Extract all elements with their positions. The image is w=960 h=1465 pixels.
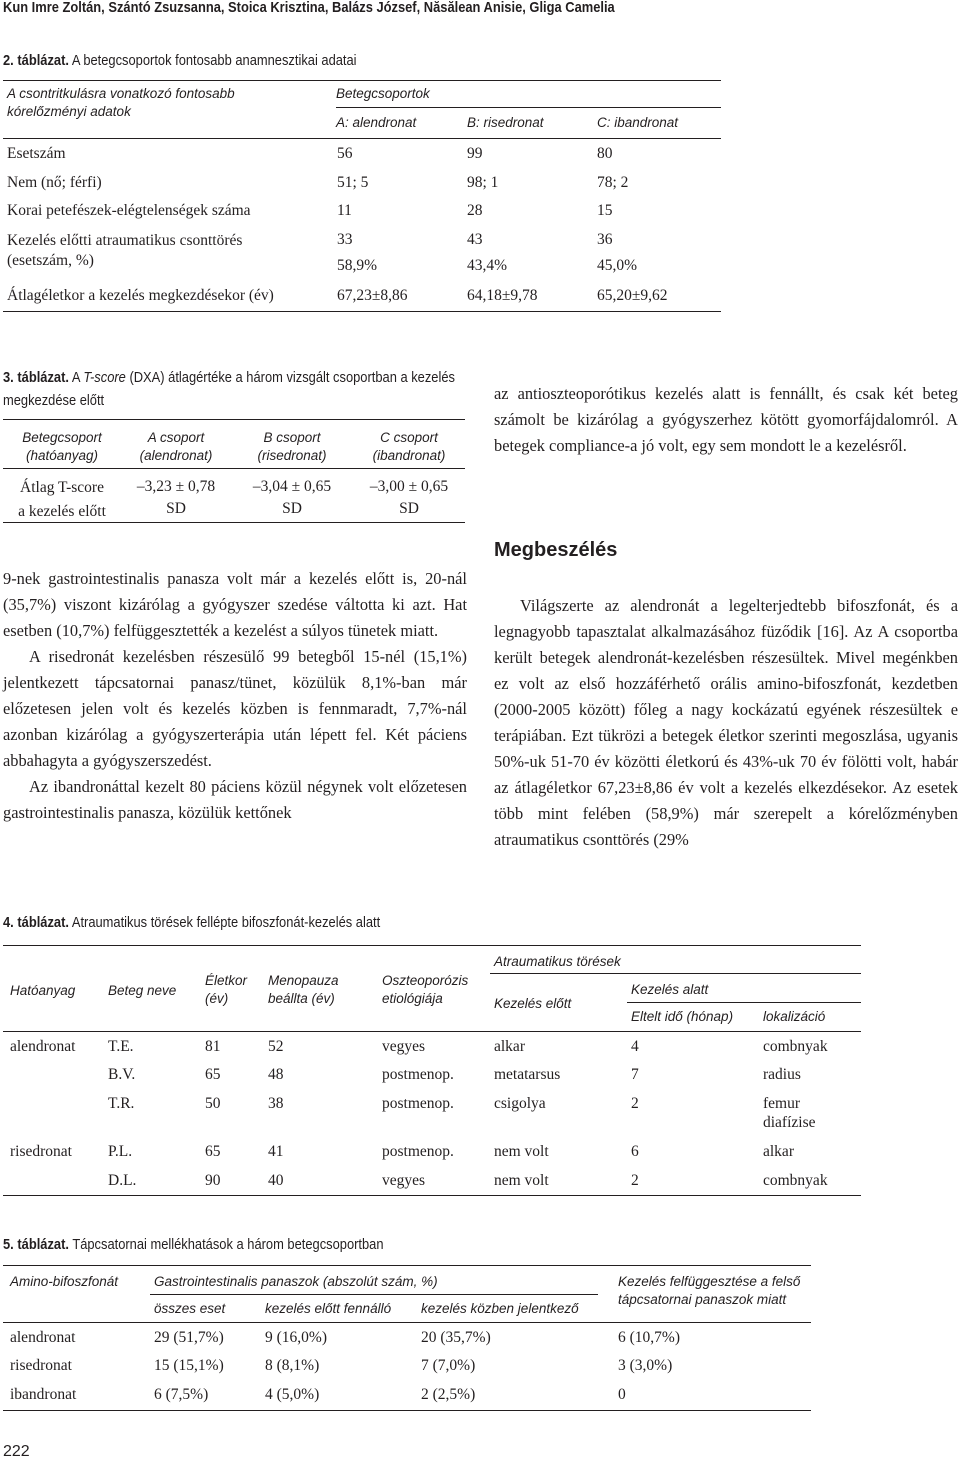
right-column-text (494, 381, 958, 459)
table2-cell: 80 (597, 145, 613, 162)
table3-caption-italic: T-score (83, 369, 126, 386)
table5-cell-stop: 6 (10,7%) (618, 1329, 680, 1346)
table4-caption-text: Atraumatikus törések fellépte bifoszfonát-kezelés alatt (68, 914, 381, 931)
table3-header-line: (hatóanyag) (25, 448, 99, 463)
table4-header-line: etiológiája (382, 991, 443, 1006)
table4-cell-before: metatarsus (494, 1066, 561, 1083)
table2-caption (3, 52, 357, 69)
table2-cell: 28 (467, 202, 483, 219)
table4-header: Hatóanyag (10, 983, 76, 998)
table2-cell: 15 (597, 202, 613, 219)
table2-col-b: B: risedronat (467, 115, 544, 130)
table2-row-label: Korai petefészek-elégtelenségek száma (7, 202, 251, 219)
table5-group-rule (150, 1294, 598, 1295)
table3-sd: SD (166, 500, 186, 517)
table5-header: Gastrointestinalis panaszok (abszolút szám, %) (154, 1274, 438, 1289)
table3-value: –3,23 ± 0,78 (136, 478, 216, 495)
table2-bottom-rule (3, 311, 721, 312)
table2-row-header: A csontritkulásra vonatkozó fontosabb kórelőzményi adatok (7, 86, 235, 119)
paragraph: Világszerte az alendronát a legelterjedtebb bifoszfonát, és a legnagyobb tapasztalat alkalmazásához füződik [16]. Az A csoportba került betegek alendronát-kezelésben részesültek. Mivel megénkben ez volt az első hozzáférhető orális amino-bifoszfonát, kezdetben (2000-2005 között) főleg a nagy kockázatú egyének részesültek e terápiában. Ezt tükrözi a betegek életkor szerinti megoszlása, ugyanis 50%-uk 51-70 év közötti életkorú és 43%-uk 70 év fölötti volt, habár az átlagéletkor 67,23±8,86 év volt a kezelés elkezdésekor. Az esetek több mint felében (58,9%) már szerepelt a kórelőzményben atraumatikus csonttörés (29% (494, 596, 958, 849)
table5-label: 5. táblázat. (3, 1236, 69, 1253)
table4-header-line: beállta (év) (268, 991, 335, 1006)
table3-header-line: (ibandronat) (372, 448, 446, 463)
table3-header (352, 429, 466, 465)
table5-header (618, 1273, 800, 1309)
table2-header-rule (3, 138, 721, 139)
table3-value: –3,04 ± 0,65 (252, 478, 332, 495)
table4-cell-loc: radius (763, 1066, 801, 1083)
table4-cell-loc: combnyak (763, 1038, 828, 1055)
table3-header (8, 429, 116, 465)
table4-cell-name: B.V. (108, 1066, 136, 1083)
table3-sd: SD (399, 500, 419, 517)
table3-row-label-line: Átlag T-score (20, 479, 104, 496)
table4-header: Beteg neve (108, 983, 177, 998)
table5-bottom-rule (3, 1410, 811, 1411)
table4-header-line: Menopauza (268, 973, 339, 988)
table3-header-line: Betegcsoport (22, 430, 102, 445)
table4-header: Kezelés előtt (494, 996, 572, 1011)
table5-header-rule (3, 1322, 811, 1323)
table4-cell-meno: 41 (268, 1143, 284, 1160)
table4-cell-age: 50 (205, 1095, 221, 1112)
table3-cell (352, 476, 466, 520)
running-header: Kun Imre Zoltán, Szántó Zsuzsanna, Stoica Krisztina, Balázs József, Năsălean Anisie, Gliga Camelia (3, 0, 615, 16)
table4-bottom-rule (3, 1195, 861, 1196)
table4-header-line: Oszteoporózis (382, 973, 469, 988)
table5-header: összes eset (154, 1301, 226, 1316)
table2-cell: 11 (337, 202, 352, 219)
table4-cell-time: 4 (631, 1038, 639, 1055)
table4-cell-drug: alendronat (10, 1038, 76, 1055)
table4-cell-name: T.R. (108, 1095, 135, 1112)
table4-header-line: Életkor (205, 973, 248, 988)
table4-label: 4. táblázat. (3, 914, 69, 931)
table2-row-label: Átlagéletkor a kezelés megkezdésekor (év) (7, 287, 274, 304)
table5-cell-all: 6 (7,5%) (154, 1386, 209, 1403)
table3-caption-text: A (68, 369, 84, 386)
table4-header: Kezelés alatt (631, 982, 709, 997)
table5-cell-drug: risedronat (10, 1357, 72, 1374)
left-column-text (3, 566, 467, 826)
table3-header (236, 429, 348, 465)
table4-cell-before: nem volt (494, 1143, 549, 1160)
table2-row-label: Esetszám (7, 145, 66, 162)
table3-header (120, 429, 232, 465)
table3-value: –3,00 ± 0,65 (369, 478, 449, 495)
table3-bottom-rule (3, 522, 465, 523)
section-heading: Megbeszélés (494, 539, 618, 561)
table5-cell-before: 9 (16,0%) (265, 1329, 327, 1346)
table4-cell-age: 65 (205, 1066, 221, 1083)
table2-cell: 36 (597, 231, 613, 248)
table4-cell-before: nem volt (494, 1172, 549, 1189)
table4-cell-meno: 40 (268, 1172, 284, 1189)
paragraph: A risedronát kezelésben részesülő 99 betegből 15-nél (15,1%) jelentkezett tápcsatornai panasz/tünet, közülük 8,1%-ban már előzetesen jelen volt és kezelés közben is fennmaradt, 7,7%-nál azonban kizárólag a gyógyszerterápia után lépett fel. Két páciens abbahagyta a gyógyszerszedést. (3, 647, 467, 770)
table4-cell-time: 2 (631, 1095, 639, 1112)
table2-row-label: Kezelés előtti atraumatikus csonttörés (esetszám, %) (7, 232, 243, 269)
table2-cell: 65,20±9,62 (597, 287, 668, 304)
table4-cell-etio: vegyes (382, 1038, 426, 1055)
table5-header-line: tápcsatornai panaszok miatt (618, 1292, 787, 1307)
table2-cell: 43 (467, 231, 483, 248)
table3-row-label (8, 476, 116, 524)
table5-top-rule (3, 1265, 811, 1266)
table5-cell-during: 20 (35,7%) (421, 1329, 491, 1346)
table4-cell-drug: risedronat (10, 1143, 72, 1160)
table4-cell-loc: combnyak (763, 1172, 828, 1189)
table4-cell-meno: 48 (268, 1066, 284, 1083)
table4-header: lokalizáció (763, 1009, 826, 1024)
table5-cell-during: 7 (7,0%) (421, 1357, 476, 1374)
table3-header-line: B csoport (263, 430, 321, 445)
table5-cell-drug: alendronat (10, 1329, 76, 1346)
table2-group-rule (336, 107, 721, 108)
table4-cell-meno: 38 (268, 1095, 284, 1112)
table2-cell: 56 (337, 145, 353, 162)
table4-cell-age: 81 (205, 1038, 221, 1055)
table2-row-label: Nem (nő; férfi) (7, 174, 102, 191)
table2-cell: 64,18±9,78 (467, 287, 538, 304)
table4-cell-meno: 52 (268, 1038, 284, 1055)
table5-cell-before: 8 (8,1%) (265, 1357, 320, 1374)
table4-cell-etio: postmenop. (382, 1143, 454, 1160)
table5-header: Amino-bifoszfonát (10, 1274, 119, 1289)
table2-cell: 78; 2 (597, 174, 629, 191)
paragraph: Az ibandronáttal kezelt 80 páciens közül négynek volt előzetesen gastrointestinalis panasza, közülük kettőnek (3, 777, 467, 822)
table4-header: Eltelt idő (hónap) (631, 1009, 734, 1024)
table4-caption (3, 914, 380, 931)
table4-header-rule (3, 1031, 861, 1032)
table4-cell-loc: femur (763, 1095, 801, 1112)
table5-cell-all: 29 (51,7%) (154, 1329, 224, 1346)
table5-cell-drug: ibandronat (10, 1386, 77, 1403)
table2-cell: 43,4% (467, 257, 508, 274)
table5-cell-during: 2 (2,5%) (421, 1386, 476, 1403)
table4-cell-etio: vegyes (382, 1172, 426, 1189)
table5-header: kezelés előtt fennálló (265, 1301, 392, 1316)
table4-cell-name: P.L. (108, 1143, 133, 1160)
table2-cell: 58,9% (337, 257, 378, 274)
table2-top-rule (3, 80, 721, 81)
table2-cell: 99 (467, 145, 483, 162)
table3-caption (3, 366, 467, 412)
table3-label: 3. táblázat. (3, 369, 69, 386)
table5-cell-all: 15 (15,1%) (154, 1357, 224, 1374)
table4-header (268, 972, 339, 1008)
table3-header-rule (3, 468, 465, 469)
table2-label: 2. táblázat. (3, 52, 69, 69)
table3-cell (236, 476, 348, 520)
table2-cell: 67,23±8,86 (337, 287, 408, 304)
table4-cell-loc: diafízise (763, 1114, 816, 1131)
table2-cell: 33 (337, 231, 353, 248)
table3-header-line: (risedronat) (257, 448, 327, 463)
table4-cell-time: 6 (631, 1143, 639, 1160)
table5-header: kezelés közben jelentkező (421, 1301, 579, 1316)
table2-cell: 45,0% (597, 257, 638, 274)
table3-header-line: (alendronat) (139, 448, 213, 463)
table4-cell-before: csigolya (494, 1095, 546, 1112)
table3-header-line: A csoport (147, 430, 205, 445)
table4-cell-before: alkar (494, 1038, 525, 1055)
table5-cell-stop: 3 (3,0%) (618, 1357, 673, 1374)
table5-caption (3, 1236, 384, 1253)
table4-cell-age: 65 (205, 1143, 221, 1160)
table4-header (205, 972, 247, 1008)
table3-cell (120, 476, 232, 520)
table4-cell-age: 90 (205, 1172, 221, 1189)
table3-sd: SD (282, 500, 302, 517)
table4-cell-name: D.L. (108, 1172, 137, 1189)
table4-cell-name: T.E. (108, 1038, 134, 1055)
table3-caption-text: (DXA) átlagértéke a három vizsgált csoportban a kezelés megkezdése előtt (3, 369, 455, 409)
table4-top-rule (3, 945, 861, 946)
table4-cell-time: 7 (631, 1066, 639, 1083)
table5-header-line: Kezelés felfüggesztése a felső (618, 1274, 801, 1289)
table5-caption-text: Tápcsatornai mellékhatások a három betegcsoportban (68, 1236, 384, 1253)
table4-cell-etio: postmenop. (382, 1095, 454, 1112)
table4-group-rule (490, 973, 861, 974)
table2-caption-text: A betegcsoportok fontosabb anamnesztikai adatai (68, 52, 357, 69)
table2-col-a: A: alendronat (336, 115, 417, 130)
table4-cell-time: 2 (631, 1172, 639, 1189)
table2-group-header: Betegcsoportok (336, 86, 430, 101)
paragraph: 9-nek gastrointestinalis panasza volt már a kezelés előtt is, 20-nál (35,7%) viszont kizárólag a gyógyszer szedése váltotta ki azt. Hat esetben (10,7%) felfüggesztették a kezelést a súlyos tünetek miatt. (3, 569, 467, 640)
table4-cell-etio: postmenop. (382, 1066, 454, 1083)
table5-cell-before: 4 (5,0%) (265, 1386, 320, 1403)
table4-subgroup-rule (627, 1002, 861, 1003)
table4-header: Atraumatikus törések (494, 954, 621, 969)
table4-header (382, 972, 468, 1008)
table4-header-line: (év) (205, 991, 229, 1006)
table3-header-line: C csoport (380, 430, 438, 445)
table2-cell: 98; 1 (467, 174, 499, 191)
table4-cell-loc: alkar (763, 1143, 794, 1160)
table3-top-rule (3, 419, 465, 420)
page-number: 222 (3, 1443, 30, 1460)
right-column-text (494, 593, 958, 853)
paragraph: az antioszteoporótikus kezelés alatt is fennállt, és csak két beteg számolt be kizárólag a gyógyszerhez kötött gyomorfájdalomról. A betegek compliance-a jó volt, egy sem mondott le a kezelésről. (494, 384, 958, 455)
table5-cell-stop: 0 (618, 1386, 626, 1403)
table3-row-label-line: a kezelés előtt (18, 503, 106, 520)
table2-cell: 51; 5 (337, 174, 369, 191)
table2-col-c: C: ibandronat (597, 115, 679, 130)
